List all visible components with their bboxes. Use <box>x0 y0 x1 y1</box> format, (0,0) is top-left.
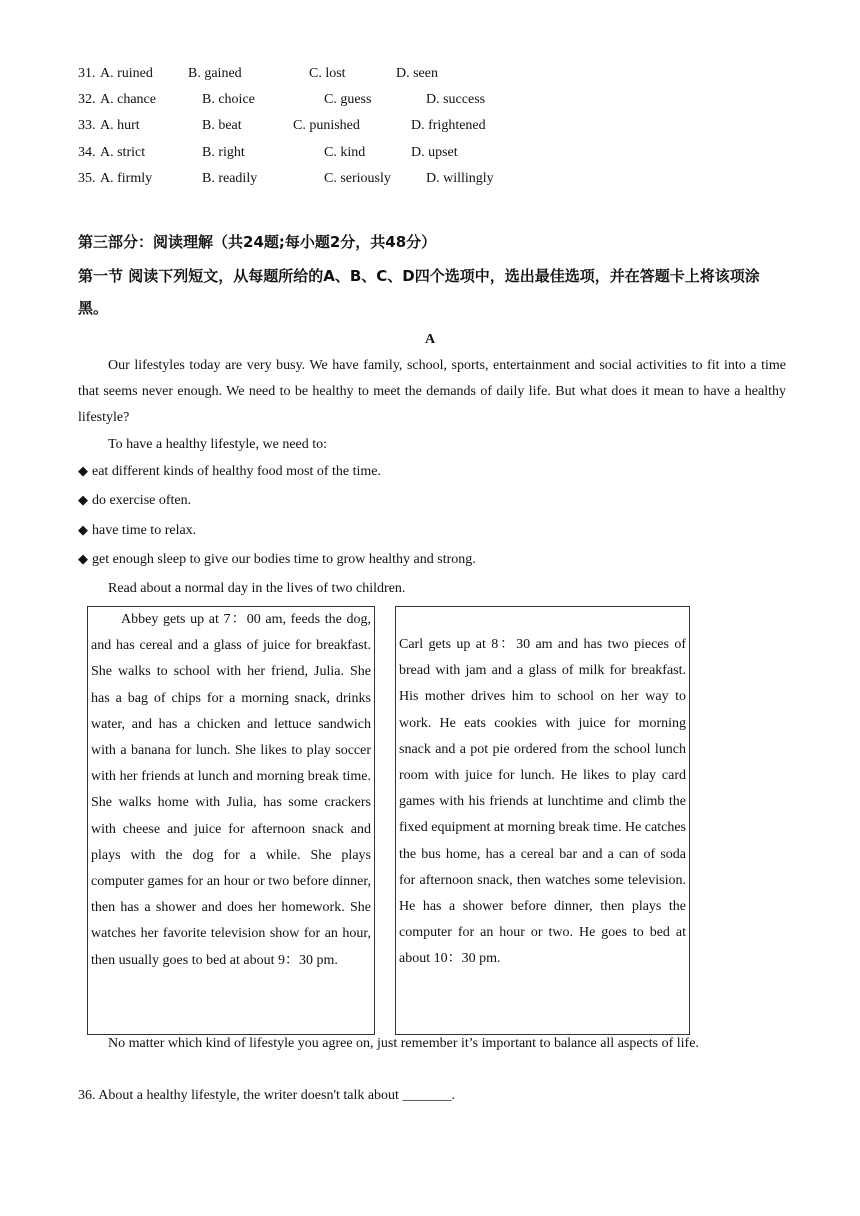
option-c: C. kind <box>324 145 366 160</box>
diamond-bullet-icon: ◆ <box>78 493 88 508</box>
option-c: C. seriously <box>324 171 391 186</box>
passage-label: A <box>424 332 436 347</box>
question-number: 34. <box>78 145 96 160</box>
question-number: 31. <box>78 66 96 81</box>
abbey-box <box>87 606 375 1035</box>
option-b: B. beat <box>202 118 242 133</box>
bullet-item: ◆ eat different kinds of healthy food most of the time. <box>78 464 382 479</box>
diamond-bullet-icon: ◆ <box>78 552 88 567</box>
question-number: 32. <box>78 92 96 107</box>
section-instruction: 第一节 阅读下列短文，从每题所给的A、B、C、D四个选项中，选出最佳选项，并在答题卡上将该项涂黑。 <box>78 267 760 317</box>
option-a: A. chance <box>100 92 156 107</box>
option-c: C. guess <box>324 92 372 107</box>
option-d: D. seen <box>396 66 438 81</box>
option-c: C. lost <box>309 66 346 81</box>
carl-box <box>395 606 690 1035</box>
option-a: A. strict <box>100 145 146 160</box>
option-b: B. readily <box>202 171 258 186</box>
option-b: B. right <box>202 145 245 160</box>
conclusion: No matter which kind of lifestyle you agree on, just remember it’s important to balance all aspects of life. <box>108 1036 699 1051</box>
option-d: D. frightened <box>411 118 486 133</box>
intro-paragraph: Our lifestyles today are very busy. We have family, school, sports, entertainment and social activities to fit into a time that seems never enough. We need to be healthy to meet the demands of daily life. But what does it mean to have a healthy lifestyle? <box>78 358 786 425</box>
diamond-bullet-icon: ◆ <box>78 523 88 538</box>
option-d: D. willingly <box>426 171 494 186</box>
need-to-line: To have a healthy lifestyle, we need to: <box>108 437 328 452</box>
abbey-text: Abbey gets up at 7：00 am, feeds the dog, and has cereal and a glass of juice for breakfast. She walks to school with her friend, Julia. She has a bag of chips for a morning snack, drinks water, and has a chicken and lettuce sandwich with a banana for lunch. She likes to play soccer with her friends at lunch and morning break time. She walks home with Julia, has some crackers with cheese and juice for afternoon snack and plays with the dog for a while. She plays computer games for an hour or two before dinner, then has a shower and does her homework. She watches her favorite television show for an hour, then usually goes to bed at about 9：30 pm. <box>91 612 371 968</box>
option-a: A. hurt <box>100 118 140 133</box>
question-number: 35. <box>78 171 96 186</box>
bullet-item: ◆ get enough sleep to give our bodies time to grow healthy and strong. <box>78 552 476 567</box>
carl-text: Carl gets up at 8：30 am and has two pieces of bread with jam and a glass of milk for breakfast. His mother drives him to school on her way to work. He eats cookies with juice for morning snack and a pot pie ordered from the school lunch room with juice for lunch. He likes to play card games with his friends at lunchtime and climb the fixed equipment at morning break time. He catches the bus home, has a cereal bar and a can of soda for afternoon snack, then watches some television. He has a shower before dinner, then plays the computer for an hour or two. He goes to bed at about 10：30 pm. <box>399 637 686 967</box>
option-d: D. upset <box>411 145 458 160</box>
option-b: B. choice <box>202 92 255 107</box>
option-b: B. gained <box>188 66 242 81</box>
question-36: 36. About a healthy lifestyle, the writer doesn't talk about _______. <box>78 1088 455 1103</box>
option-d: D. success <box>426 92 486 107</box>
option-a: A. firmly <box>100 171 153 186</box>
read-about-line: Read about a normal day in the lives of two children. <box>108 581 406 596</box>
option-a: A. ruined <box>100 66 153 81</box>
bullet-item: ◆ have time to relax. <box>78 523 197 538</box>
diamond-bullet-icon: ◆ <box>78 464 88 479</box>
bullet-item: ◆ do exercise often. <box>78 493 192 508</box>
option-c: C. punished <box>293 118 360 133</box>
question-number: 33. <box>78 118 96 133</box>
section-title: 第三部分：阅读理解（共24题;每小题2分，共48分） <box>78 233 437 251</box>
